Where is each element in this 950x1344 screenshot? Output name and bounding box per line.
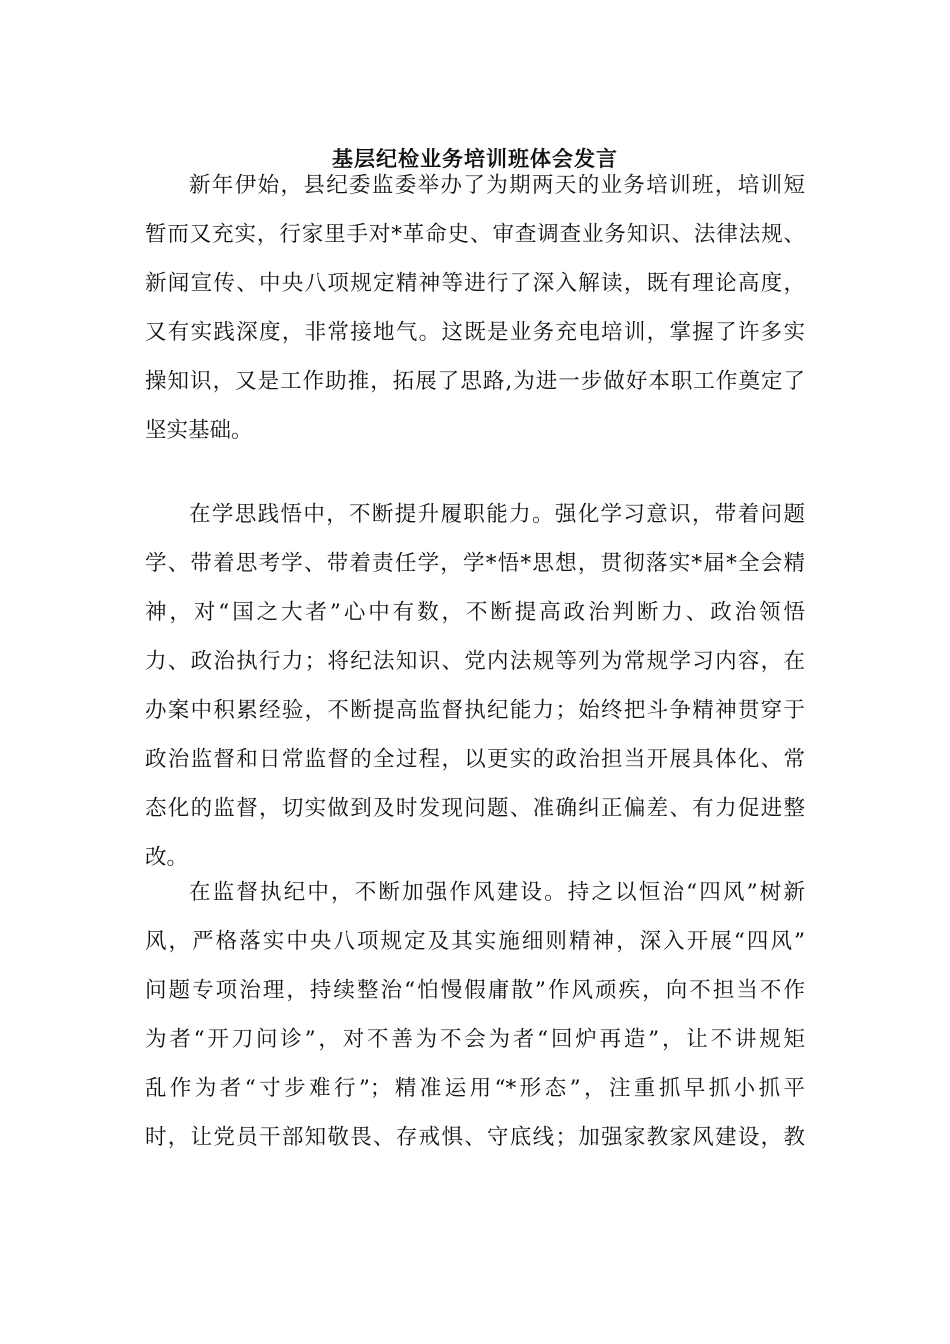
paragraph-line: 乱作为者“寸步难行”；精准运用“*形态”，注重抓早抓小抓平 [145,1076,805,1101]
paragraph-line: 在监督执纪中，不断加强作风建设。持之以恒治“四风”树新 [189,880,805,905]
paragraph-line: 为者“开刀问诊”，对不善为不会为者“回炉再造”，让不讲规矩 [145,1027,805,1052]
document-title: 基层纪检业务培训班体会发言 [332,147,618,171]
paragraph-1 [145,161,805,455]
paragraph-line: 暂而又充实，行家里手对*革命史、审查调查业务知识、法律法规、 [145,222,805,247]
paragraph-line: 学、带着思考学、带着责任学，学*悟*思想，贯彻落实*届*全会精 [145,551,805,576]
paragraph-3 [145,868,805,1162]
paragraph-line: 办案中积累经验，不断提高监督执纪能力；始终把斗争精神贯穿于 [145,698,805,723]
paragraph-line: 新闻宣传、中央八项规定精神等进行了深入解读，既有理论高度， [145,271,805,296]
paragraph-line: 坚实基础。 [145,418,253,443]
paragraph-2 [145,490,805,882]
paragraph-line: 操知识，又是工作助推，拓展了思路,为进一步做好本职工作奠定了 [145,369,805,394]
paragraph-line: 政治监督和日常监督的全过程，以更实的政治担当开展具体化、常 [145,747,805,772]
paragraph-line: 问题专项治理，持续整治“怕慢假庸散”作风顽疾，向不担当不作 [145,978,805,1003]
paragraph-line: 时，让党员干部知敬畏、存戒惧、守底线；加强家教家风建设，教 [145,1125,805,1150]
paragraph-line: 新年伊始，县纪委监委举办了为期两天的业务培训班，培训短 [189,173,805,198]
paragraph-line: 又有实践深度，非常接地气。这既是业务充电培训，掌握了许多实 [145,320,805,345]
paragraph-line: 改。 [145,845,189,870]
paragraph-line: 力、政治执行力；将纪法知识、党内法规等列为常规学习内容，在 [145,649,805,674]
paragraph-line: 神，对“国之大者”心中有数，不断提高政治判断力、政治领悟 [145,600,805,625]
paragraph-line: 在学思践悟中，不断提升履职能力。强化学习意识，带着问题 [189,502,805,527]
paragraph-line: 风，严格落实中央八项规定及其实施细则精神，深入开展“四风” [145,929,805,954]
paragraph-line: 态化的监督，切实做到及时发现问题、准确纠正偏差、有力促进整 [145,796,805,821]
